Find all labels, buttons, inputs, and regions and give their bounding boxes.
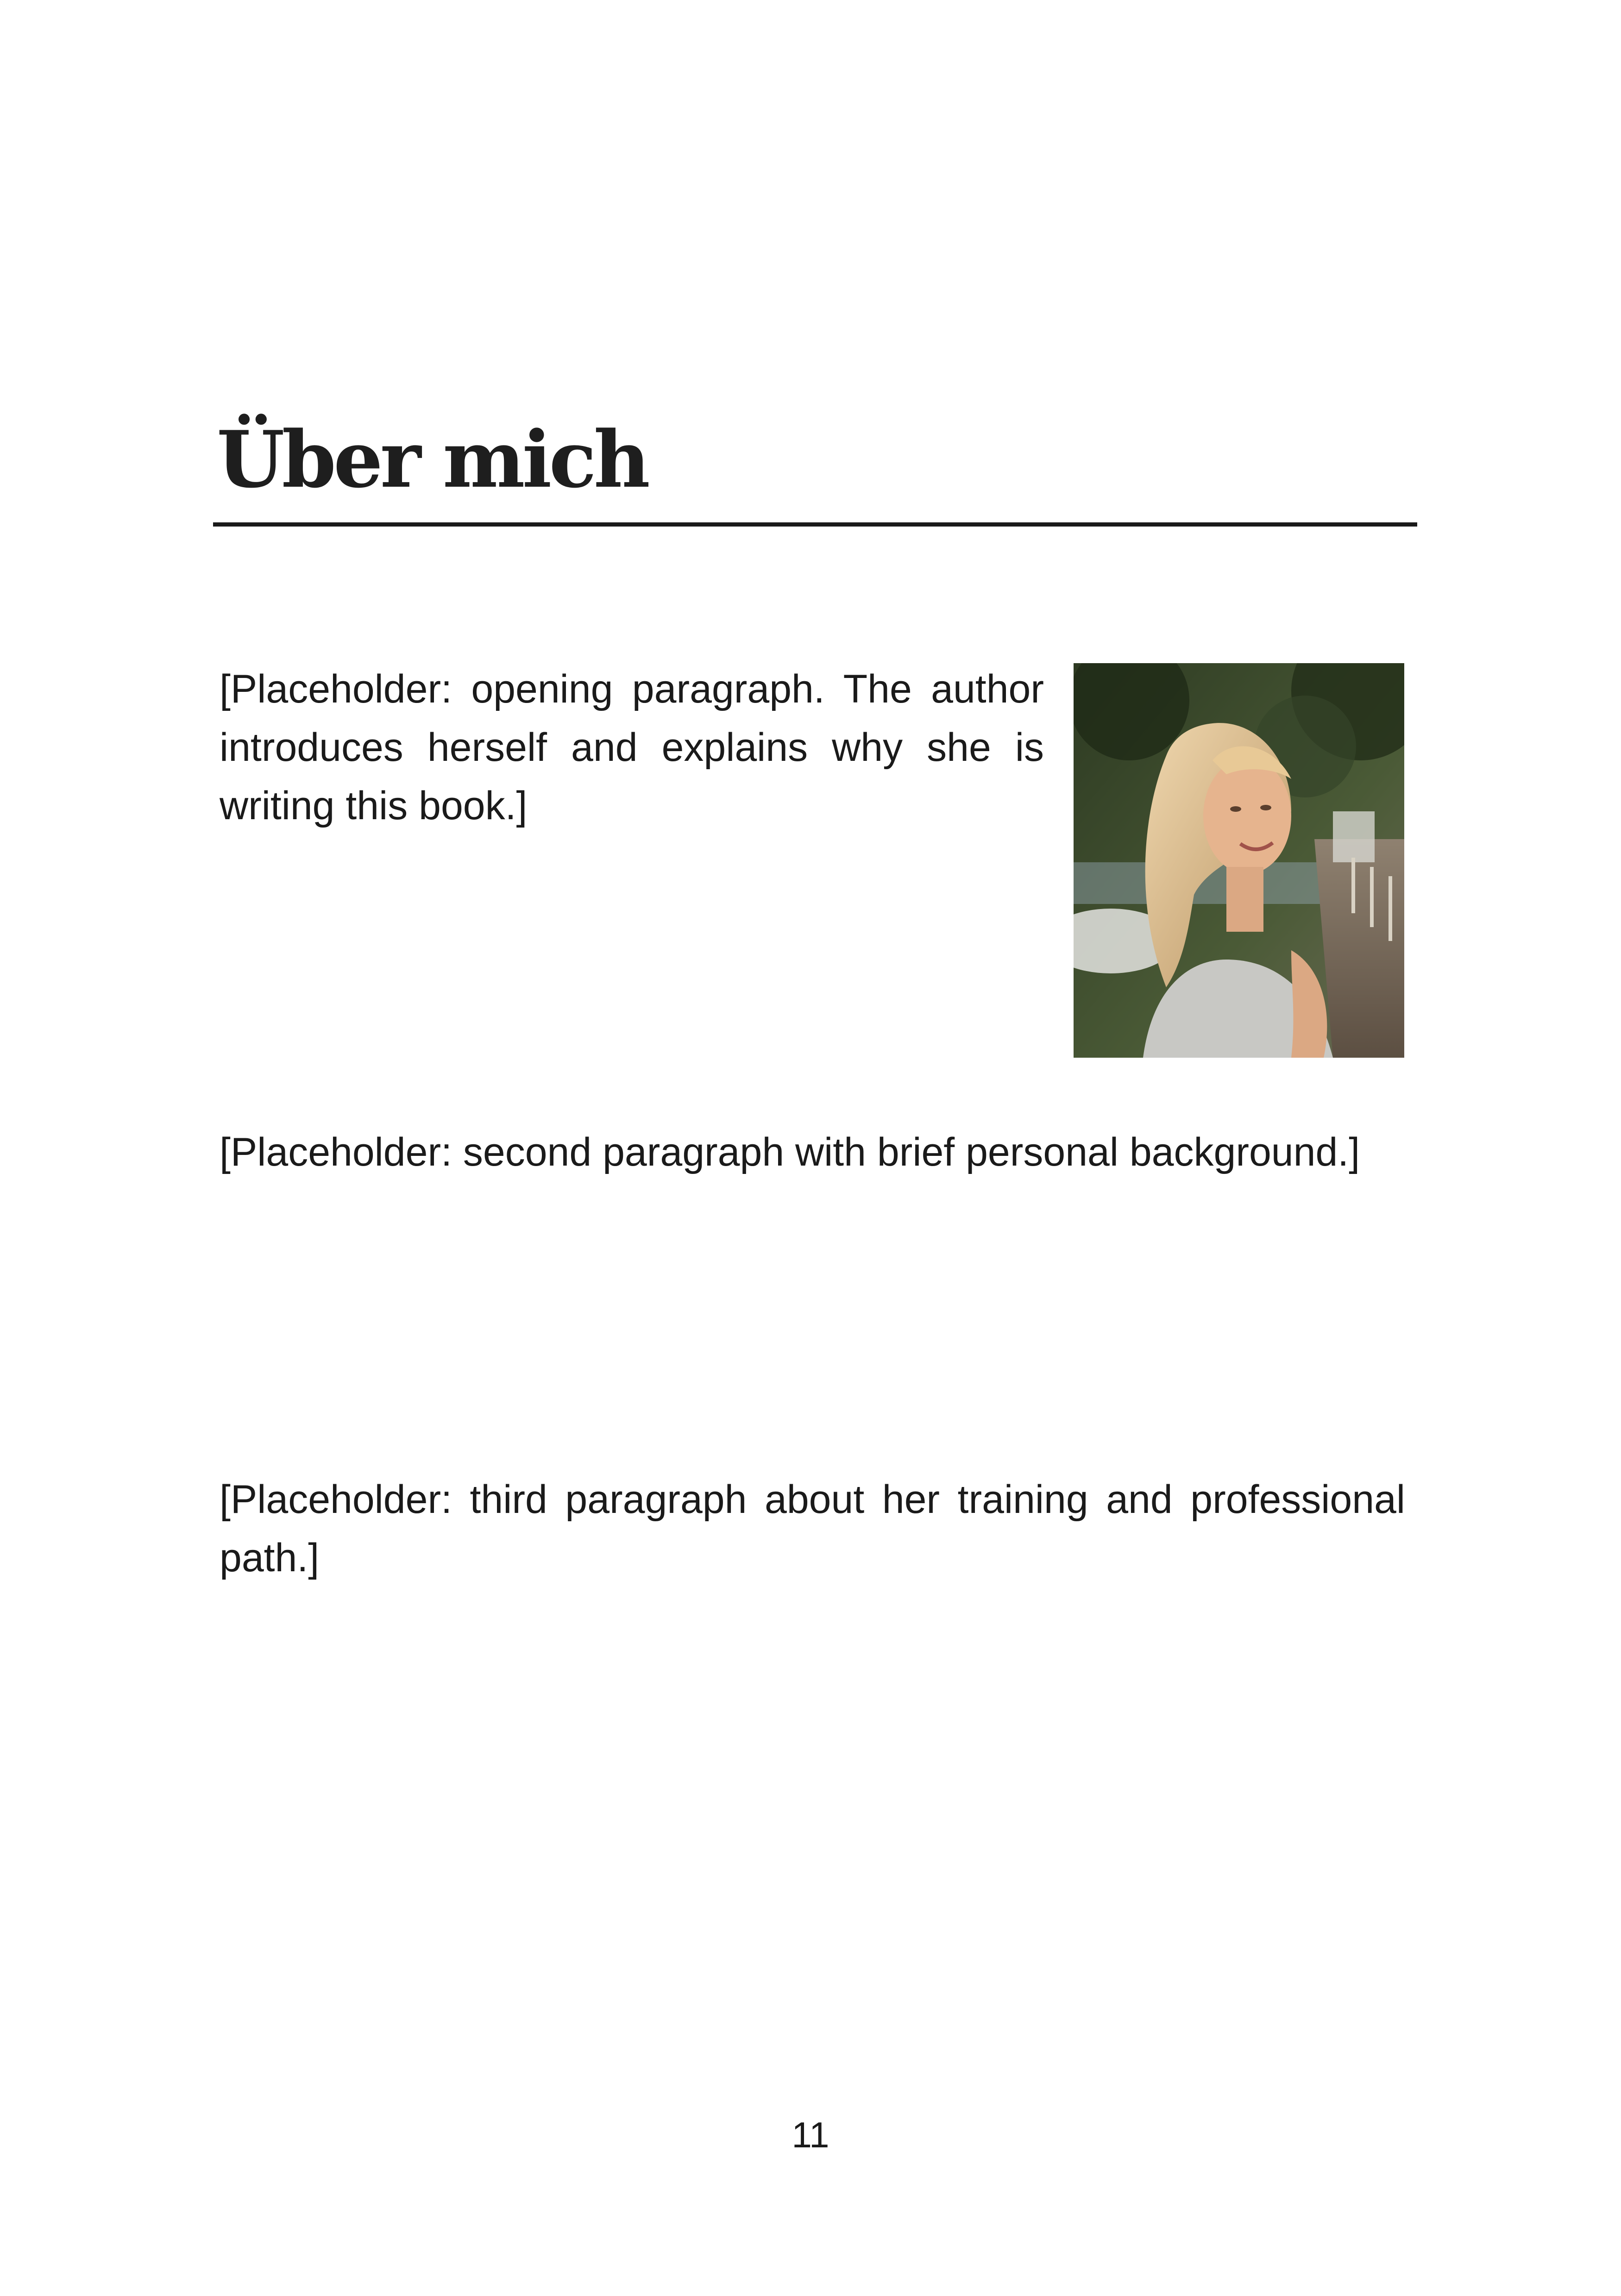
heading-block	[217, 414, 1417, 505]
heading-underline	[213, 522, 1417, 527]
page-number: 11	[792, 2114, 829, 2155]
paragraph-intro: [Placeholder: opening paragraph. The author introduces herself and explains why she is writing this book.]	[220, 667, 1044, 828]
paragraph-career: [Placeholder: third paragraph about her training and professional path.]	[220, 1477, 1405, 1580]
paragraph-personal: [Placeholder: second paragraph with brief personal background.]	[220, 1130, 1360, 1174]
portrait-image	[1074, 663, 1404, 1058]
page-heading: Über mich	[217, 414, 647, 505]
author-photo	[1074, 663, 1404, 1058]
